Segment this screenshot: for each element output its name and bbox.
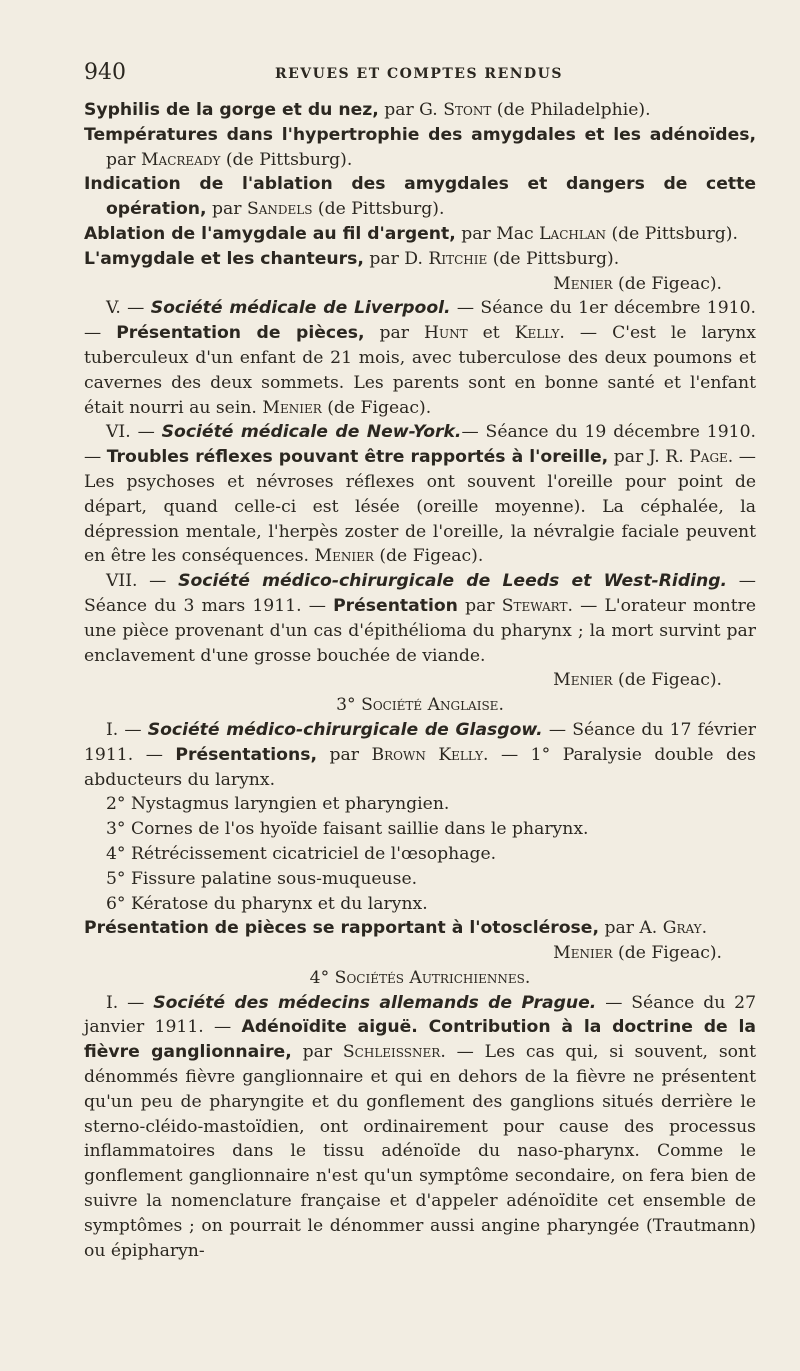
running-head: REVUES ET COMPTES RENDUS <box>275 66 563 82</box>
section-leeds: VII. — Société médico-chirurgicale de Leeds et West-Riding. — Séance du 3 mars 1911. — Présentation par Stewart. — L'orateur montre une pièce provenant d'un cas d'épithélioma du pharynx ; la mort survint par enclavement d'une grosse bouchée de viande. <box>84 571 756 666</box>
entry-otosclerose: Présentation de pièces se rapportant à l'otosclérose, par A. Gray. <box>84 918 708 939</box>
section-liverpool: V. — Société médicale de Liverpool. — Séance du 1er décembre 1910. — Présentation de pièces, par Hunt et Kelly. — C'est le larynx tuberculeux d'un enfant de 21 mois, avec tuberculose des deux poumons et cavernes des deux sommets. Les parents sont en bonne santé et l'enfant était nourri au sein. Menier (de Figeac). <box>84 298 757 418</box>
section-heading-anglaise: 3° Société Anglaise. <box>336 695 504 716</box>
list-item: 3° Cornes de l'os hyoïde faisant saillie dans le pharynx. <box>106 819 589 840</box>
section-new-york: VI. — Société médicale de New-York.— Séance du 19 décembre 1910. — Troubles réflexes pouvant être rapportés à l'oreille, par J. R. Page. — Les psychoses et névroses réflexes ont souvent l'oreille pour point de départ, quand celle-ci est lésée (oreille moyenne). La céphalée, la dépression mentale, l'herpès zoster de l'oreille, la névralgie faciale peuvent en être les conséquences. Menier (de Figeac). <box>84 422 757 567</box>
page-header <box>84 60 754 90</box>
entry-chanteurs: L'amygdale et les chanteurs, par D. Ritchie (de Pittsburg). <box>84 248 620 269</box>
list-item: 4° Rétrécissement cicatriciel de l'œsophage. <box>106 843 497 864</box>
section-glasgow: I. — Société médico-chirurgicale de Glasgow. — Séance du 17 février 1911. — Présentations, par Brown Kelly. — 1° Paralysie double des abducteurs du larynx. <box>84 719 757 790</box>
list-item: 6° Kératose du pharynx et du larynx. <box>106 893 428 914</box>
signature: Menier (de Figeac). <box>553 273 722 294</box>
page-number: 940 <box>84 60 126 85</box>
list-item: 2° Nystagmus laryngien et pharyngien. <box>106 794 450 815</box>
entry-syphilis: Syphilis de la gorge et du nez, par G. Stont (de Philadelphie). <box>84 100 651 120</box>
signature: Menier (de Figeac). <box>553 943 722 964</box>
list-item: 5° Fissure palatine sous-muqueuse. <box>106 868 418 889</box>
section-prague: I. — Société des médecins allemands de Prague. — Séance du 27 janvier 1911. — Adénoïdite aiguë. Contribution à la doctrine de la fièvre ganglionnaire, par Schleissner. — Les cas qui, si souvent, sont dénommés fièvre ganglionnaire et qui en dehors de la fièvre ne présentent qu'un peu de pharyngite et du gonflement des ganglions situés derrière le sterno-cléido-mastoïdien, ont ordinairement pour cause des processus inflammatoires dans le tissu adénoïde du naso-pharynx. Comme le gonflement ganglionnaire n'est qu'un symptôme secondaire, on fera bien de suivre la nomenclature française et d'appeler adénoïdite cet ensemble de symptômes ; on pourrait le dénommer aussi angine pharyngée (Trautmann) ou épipharyn- <box>84 992 757 1261</box>
entry-ablation: Ablation de l'amygdale au fil d'argent, par Mac Lachlan (de Pittsburg). <box>84 223 738 244</box>
article-body <box>84 98 756 1263</box>
section-heading-autrichiennes: 4° Sociétés Autrichiennes. <box>309 967 531 988</box>
entry-indication: Indication de l'ablation des amygdales et dangers de cette opération, par Sandels (de Pittsburg). <box>84 174 756 220</box>
entry-temperatures: Températures dans l'hypertrophie des amygdales et les adénoïdes, par Macready (de Pittsburg). <box>84 124 756 170</box>
signature: Menier (de Figeac). <box>553 670 722 691</box>
